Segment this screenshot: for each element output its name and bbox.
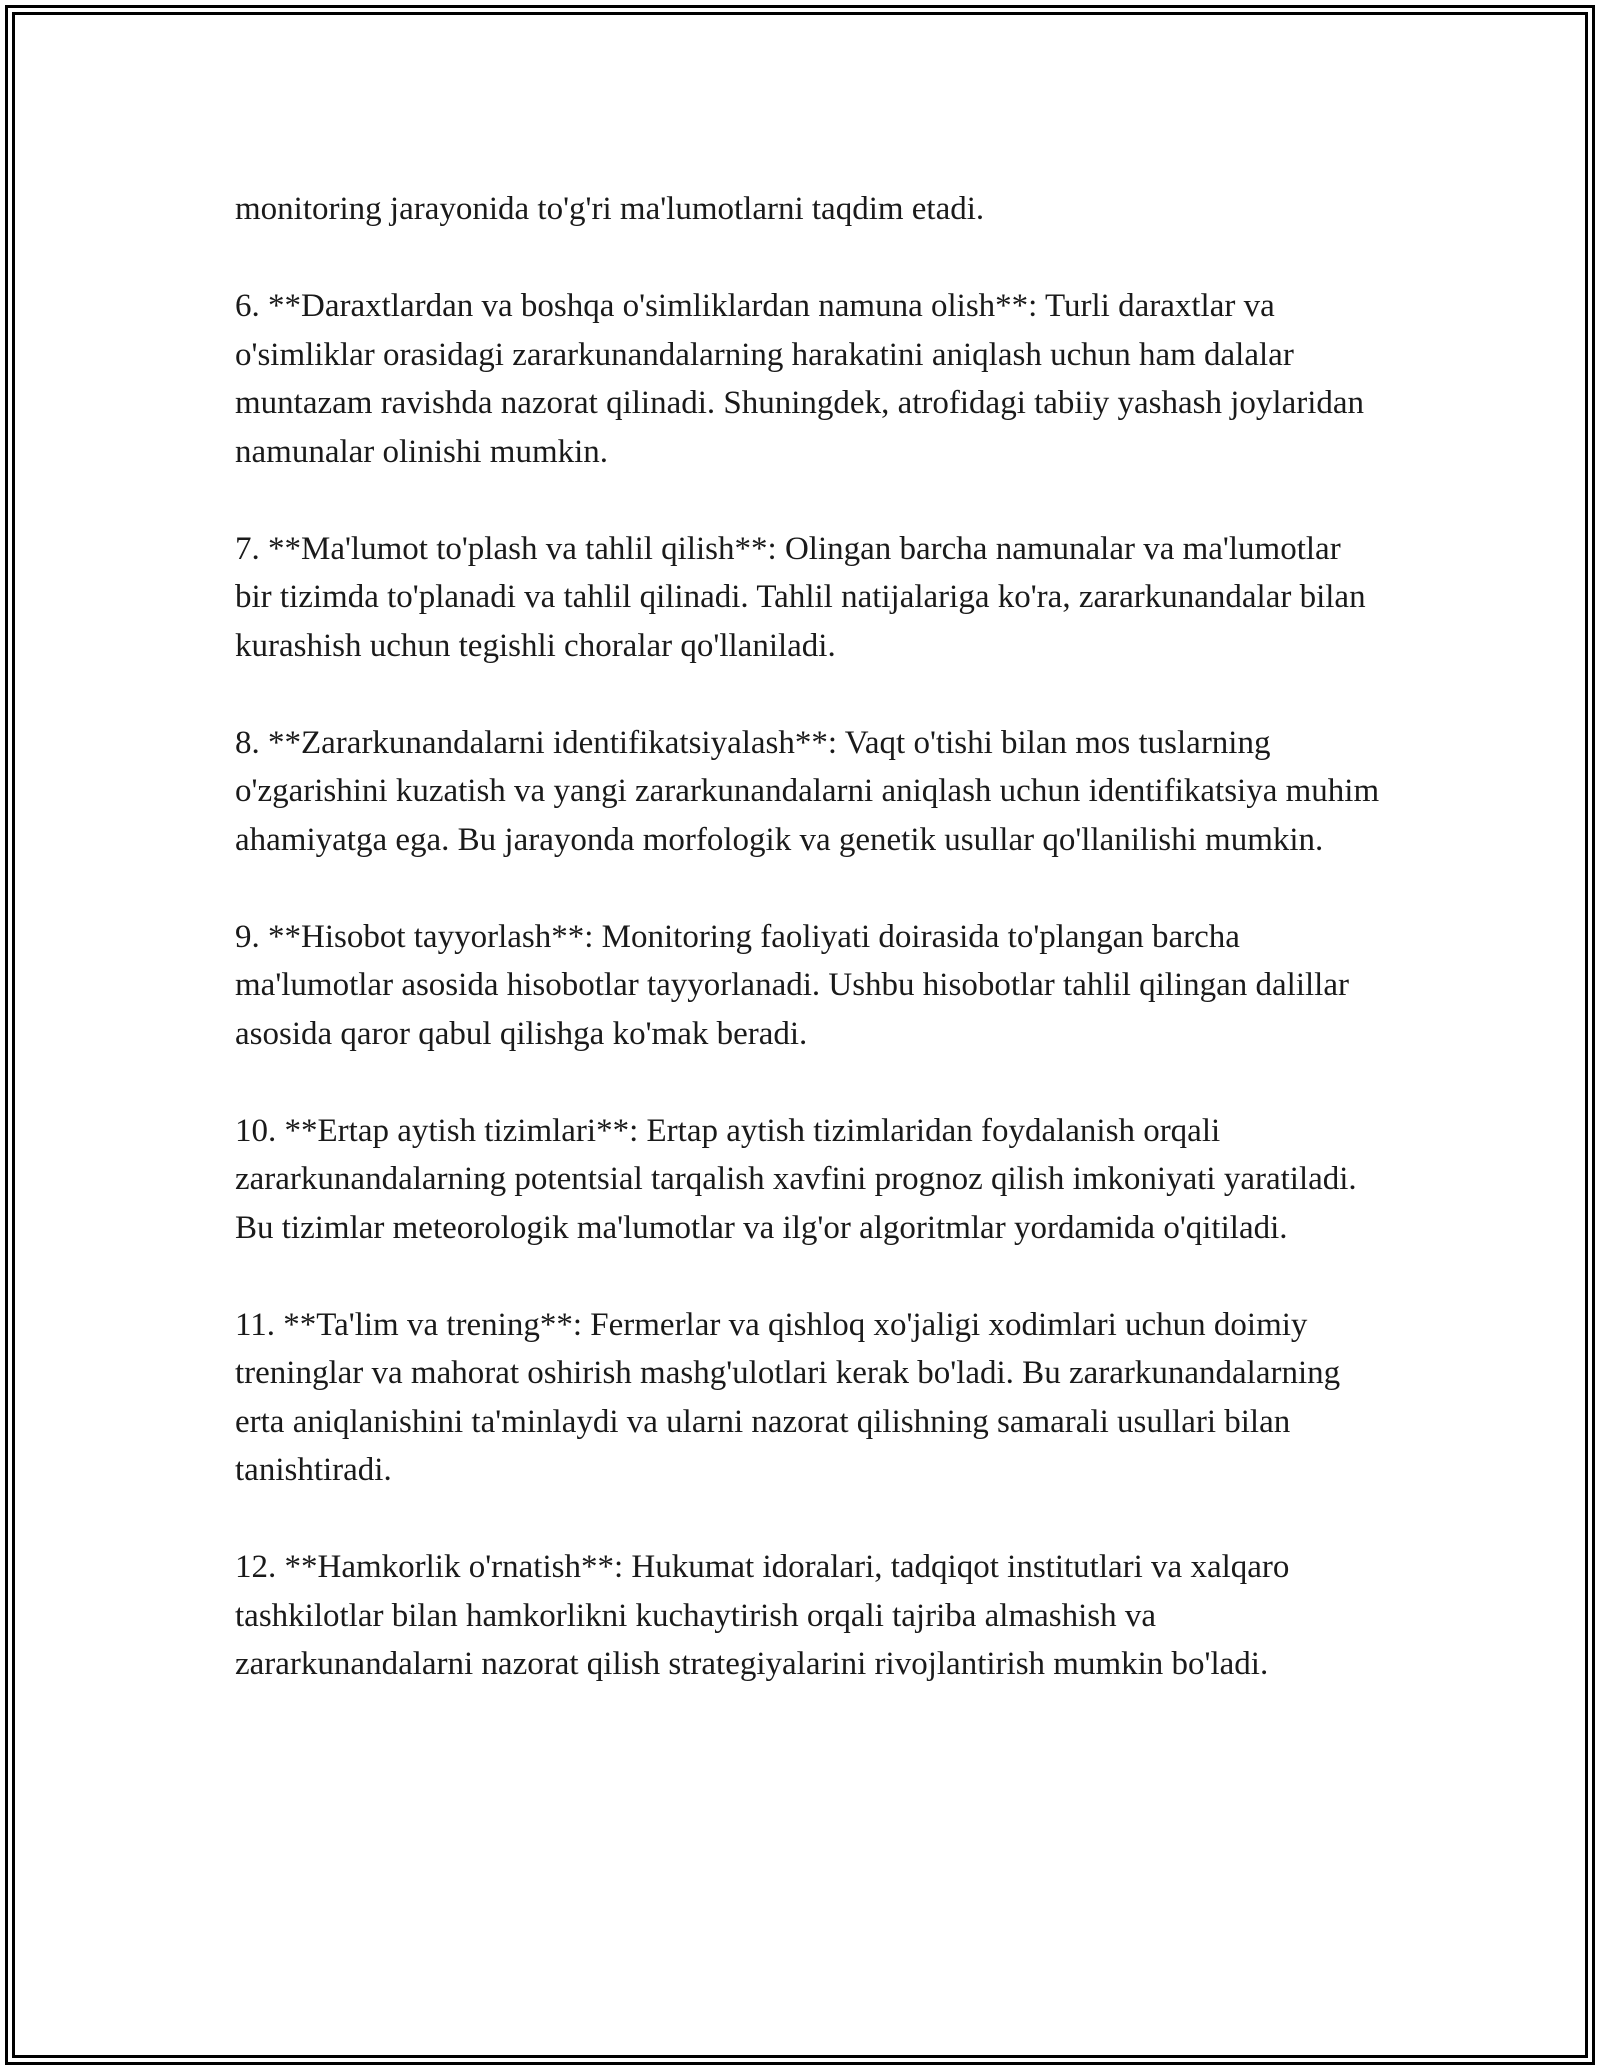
paragraph-continuation: monitoring jarayonida to'g'ri ma'lumotlarni taqdim etadi. xyxy=(235,191,985,227)
document-body xyxy=(235,185,1385,1689)
paragraph-item-7: 7. **Ma'lumot to'plash va tahlil qilish**: Olingan barcha namunalar va ma'lumotlar bir tizimda to'planadi va tahlil qilinadi. Tahlil natijalariga ko'ra, zararkunandalar bilan kurashish uchun tegishli choralar qo'llaniladi. xyxy=(235,530,1366,664)
paragraph-item-6: 6. **Daraxtlardan va boshqa o'simliklardan namuna olish**: Turli daraxtlar va o'simliklar orasidagi zararkunandalarning harakatini aniqlash uchun ham dalalar muntazam ravishda nazorat qilinadi. Shuningdek, atrofidagi tabiiy yashash joylaridan namunalar olinishi mumkin. xyxy=(235,288,1365,470)
paragraph-item-12: 12. **Hamkorlik o'rnatish**: Hukumat idoralari, tadqiqot institutlari va xalqaro tashkilotlar bilan hamkorlikni kuchaytirish orqali tajriba almashish va zararkunandalarni nazorat qilish strategiyalarini rivojlantirish mumkin bo'ladi. xyxy=(235,1549,1290,1682)
paragraph-item-11: 11. **Ta'lim va trening**: Fermerlar va qishloq xo'jaligi xodimlari uchun doimiy treninglar va mahorat oshirish mashg'ulotlari kerak bo'ladi. Bu zararkunandalarning erta aniqlanishini ta'minlaydi va ularni nazorat qilishning samarali usullari bilan tanishtiradi. xyxy=(235,1306,1341,1488)
paragraph-item-10: 10. **Ertap aytish tizimlari**: Ertap aytish tizimlaridan foydalanish orqali zararkunandalarning potentsial tarqalish xavfini prognoz qilish imkoniyati yaratiladi. Bu tizimlar meteorologik ma'lumotlar va ilg'or algoritmlar yordamida o'qitiladi. xyxy=(235,1112,1357,1246)
paragraph-item-9: 9. **Hisobot tayyorlash**: Monitoring faoliyati doirasida to'plangan barcha ma'lumotlar asosida hisobotlar tayyorlanadi. Ushbu hisobotlar tahlil qilingan dalillar asosida qaror qabul qilishga ko'mak beradi. xyxy=(235,918,1349,1052)
paragraph-item-8: 8. **Zararkunandalarni identifikatsiyalash**: Vaqt o'tishi bilan mos tuslarning o'zgarishini kuzatish va yangi zararkunandalarni aniqlash uchun identifikatsiya muhim ahamiyatga ega. Bu jarayonda morfologik va genetik usullar qo'llanilishi mumkin. xyxy=(235,724,1380,858)
